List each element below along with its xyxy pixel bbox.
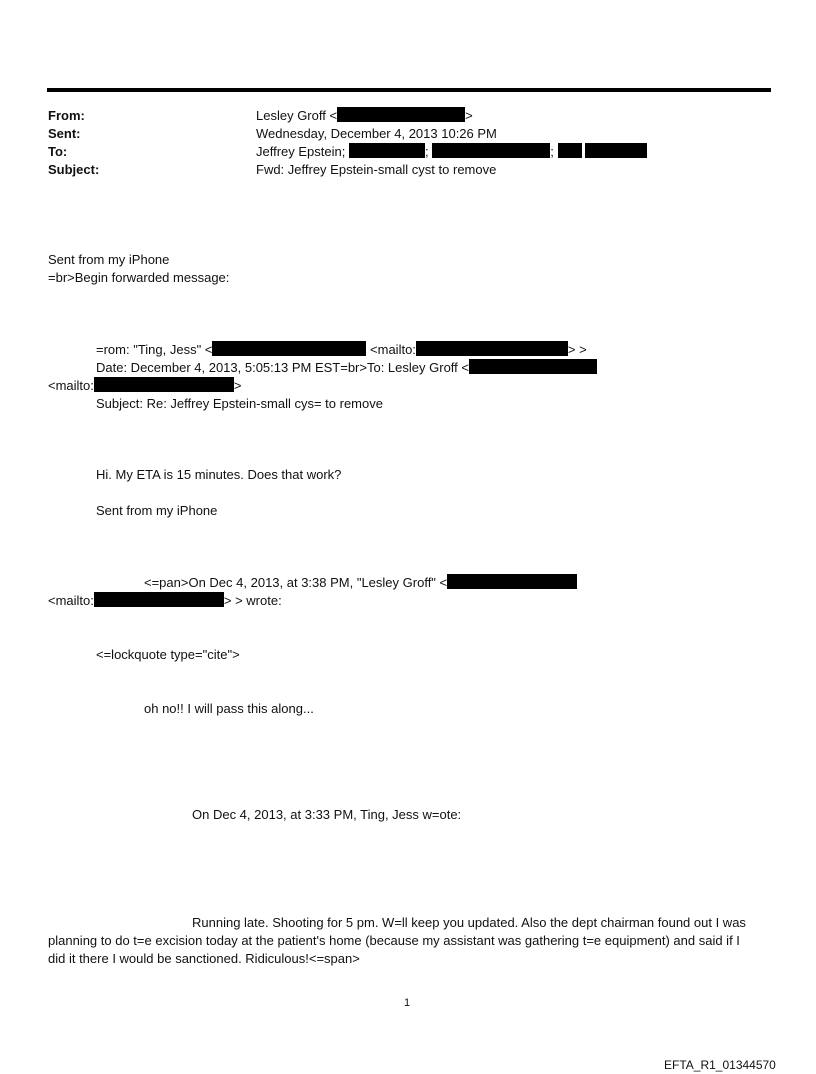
wrote: > > wrote: xyxy=(223,593,282,608)
redaction xyxy=(349,143,425,158)
redaction xyxy=(585,143,647,158)
redaction xyxy=(94,592,224,607)
subject-value: Fwd: Jeffrey Epstein-small cyst to remove xyxy=(256,162,497,177)
redaction xyxy=(469,359,597,374)
on-dec4-groff: <=pan>On Dec 4, 2013, at 3:38 PM, "Lesley Groff" < xyxy=(144,575,448,590)
to-sep-2: ; xyxy=(550,144,554,159)
oh-no-message: oh no!! I will pass this along... xyxy=(144,701,314,716)
running-late-line-2: planning to do t=e excision today at the patient's home (because my assistant was gathering t=e equipment) and said if I xyxy=(48,933,740,948)
to-label: To: xyxy=(48,144,68,159)
forwarded-subject: Subject: Re: Jeffrey Epstein-small cys= to remove xyxy=(96,396,383,411)
from-value xyxy=(256,107,473,125)
groff-mailto-line xyxy=(48,592,282,610)
fwd-date: Date: December 4, 2013, 5:05:13 PM EST=br>To: Lesley Groff < xyxy=(96,360,469,375)
forwarded-mailto-line xyxy=(48,377,241,395)
redaction xyxy=(447,574,577,589)
gt-2: > xyxy=(233,378,242,393)
fwd-mailto: <mailto: xyxy=(370,342,416,357)
fwd-close: > > xyxy=(567,342,587,357)
fwd-from-prefix: =rom: "Ting, Jess" < xyxy=(96,342,213,357)
redaction xyxy=(558,143,582,158)
ting-quote-intro: On Dec 4, 2013, at 3:33 PM, Ting, Jess w=ote: xyxy=(192,807,462,822)
running-late-line-1: Running late. Shooting for 5 pm. W=ll keep you updated. Also the dept chairman found out I was xyxy=(192,915,746,930)
groff-quote-intro xyxy=(144,574,577,592)
sent-label: Sent: xyxy=(48,126,81,141)
begin-forwarded: =br>Begin forwarded message: xyxy=(48,270,230,285)
mailto-3: <mailto: xyxy=(48,593,94,608)
redaction xyxy=(416,341,568,356)
redaction xyxy=(94,377,234,392)
redaction xyxy=(337,107,465,122)
mailto-2: <mailto: xyxy=(48,378,94,393)
redaction xyxy=(432,143,550,158)
subject-label: Subject: xyxy=(48,162,100,177)
sent-from-iphone-2: Sent from my iPhone xyxy=(96,503,218,518)
redaction xyxy=(212,341,366,356)
to-value xyxy=(256,143,647,161)
page-number: 1 xyxy=(404,997,411,1009)
from-label: From: xyxy=(48,108,85,123)
sent-from-iphone: Sent from my iPhone xyxy=(48,252,170,267)
header-rule xyxy=(47,88,771,92)
to-sep-1: ; xyxy=(425,144,429,159)
document-id: EFTA_R1_01344570 xyxy=(664,1058,776,1072)
blockquote-tag: <=lockquote type="cite"> xyxy=(96,647,240,662)
eta-message: Hi. My ETA is 15 minutes. Does that work? xyxy=(96,467,342,482)
sent-value: Wednesday, December 4, 2013 10:26 PM xyxy=(256,126,497,141)
from-close: > xyxy=(465,108,473,123)
running-late-line-3: did it there I would be sanctioned. Ridiculous!<=span> xyxy=(48,951,360,966)
forwarded-date-line xyxy=(96,359,597,377)
forwarded-from-line xyxy=(96,341,587,359)
to-first: Jeffrey Epstein; xyxy=(256,144,346,159)
from-name: Lesley Groff < xyxy=(256,108,338,123)
